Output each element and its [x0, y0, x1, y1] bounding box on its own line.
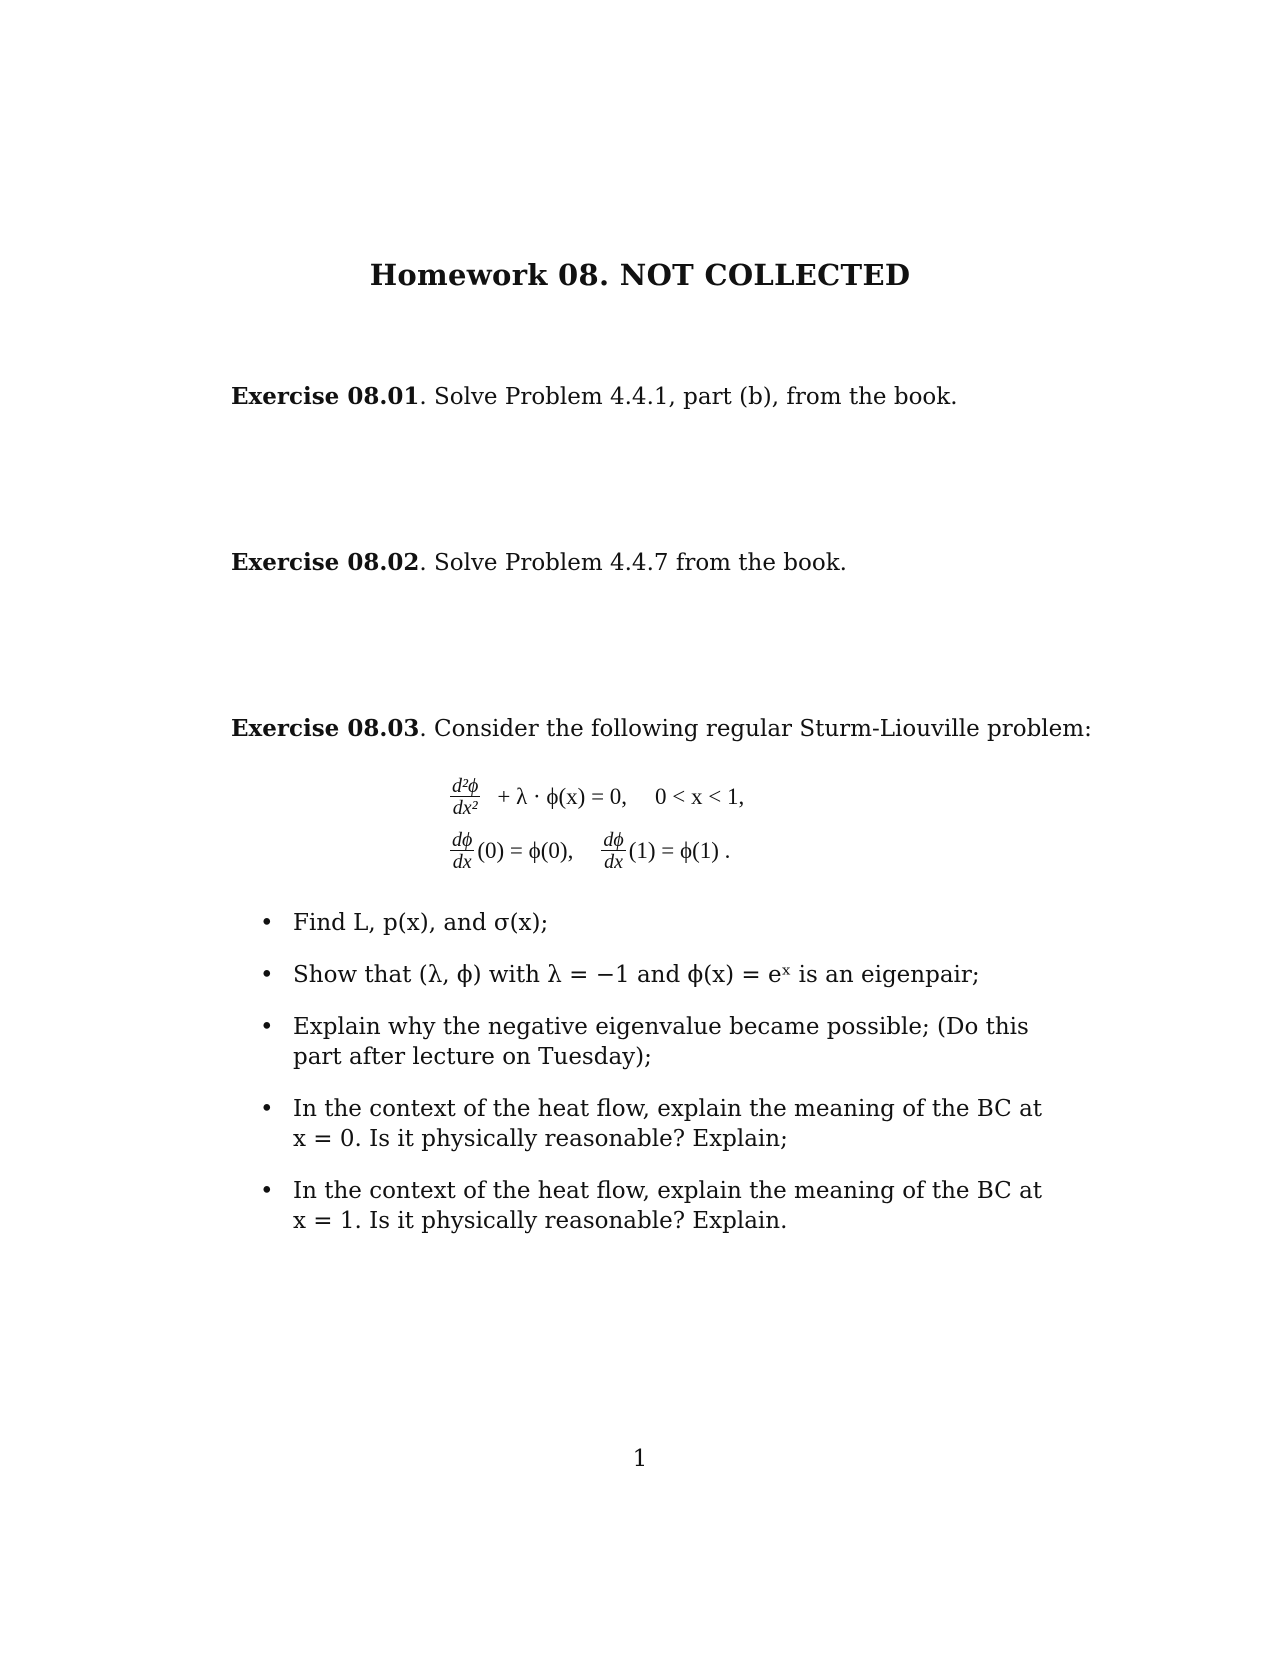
page-title: Homework 08. NOT COLLECTED	[369, 258, 911, 292]
list-item-text: Find L, p(x), and σ(x);	[293, 910, 549, 936]
fraction-denominator: dx	[452, 851, 472, 873]
list-item-text: Show that (λ, ϕ) with λ = −1 and ϕ(x) = eˣ is an eigenpair;	[293, 962, 980, 988]
derivative-fraction-right	[601, 830, 625, 872]
bullet-icon: •	[260, 1096, 274, 1122]
list-item	[260, 908, 1060, 938]
fraction-denominator: dx	[604, 851, 623, 873]
exercise-08-03	[231, 715, 1092, 742]
second-derivative-fraction	[450, 776, 480, 818]
equation-ode	[450, 770, 744, 824]
bullet-icon: •	[260, 1178, 274, 1204]
ode-rest: + λ · ϕ(x) = 0,	[497, 784, 628, 809]
page-number: 1	[632, 1446, 648, 1472]
equation-boundary-conditions	[450, 824, 744, 878]
list-item	[260, 1094, 1060, 1154]
bc-right-rest: (1) = ϕ(1) .	[628, 838, 731, 863]
exercise-08-01	[231, 383, 1051, 410]
fraction-numerator: dϕ	[603, 829, 624, 851]
list-item-text: In the context of the heat flow, explain the meaning of the BC at x = 1. Is it physically reasonable? Explain.	[293, 1178, 1043, 1234]
fraction-numerator: dϕ	[452, 829, 473, 851]
bullet-icon: •	[260, 1014, 274, 1040]
exercise-text: . Solve Problem 4.4.1, part (b), from the book.	[419, 384, 958, 410]
list-item-text: Explain why the negative eigenvalue became possible; (Do this part after lecture on Tuesday);	[293, 1014, 1029, 1070]
bullet-icon: •	[260, 962, 274, 988]
derivative-fraction-left	[450, 830, 474, 872]
exercise-08-02	[231, 549, 1051, 576]
exercise-text: . Consider the following regular Sturm-Liouville problem:	[419, 716, 1092, 742]
ode-domain: 0 < x < 1,	[655, 784, 745, 809]
bc-left-rest: (0) = ϕ(0),	[477, 838, 574, 863]
list-item	[260, 1012, 1060, 1072]
bullet-icon: •	[260, 910, 274, 936]
list-item	[260, 1176, 1060, 1236]
exercise-label: Exercise 08.03	[231, 715, 420, 742]
exercise-text: . Solve Problem 4.4.7 from the book.	[419, 550, 847, 576]
exercise-label: Exercise 08.01	[231, 383, 420, 410]
fraction-denominator: dx²	[452, 797, 478, 819]
exercise-label: Exercise 08.02	[231, 549, 420, 576]
list-item-text: In the context of the heat flow, explain the meaning of the BC at x = 0. Is it physically reasonable? Explain;	[293, 1096, 1043, 1152]
fraction-numerator: d²ϕ	[452, 775, 479, 797]
sturm-liouville-equations	[450, 770, 744, 878]
list-item	[260, 960, 1060, 990]
task-list	[260, 908, 1060, 1258]
